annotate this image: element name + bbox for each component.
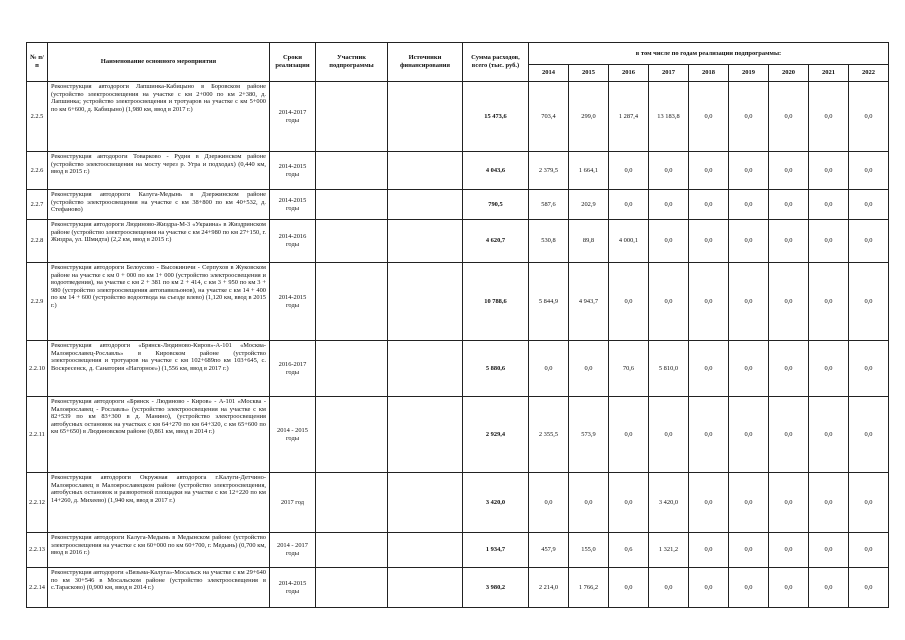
row-event-name: Реконструкция автодороги Людиново-Жиздра-М-3 «Украина» в Жиздринском районе (устройство электроосвещения на участке с км 24+980 по км 27+150, г. Жиздра, ул. Шмидта) (2,2 км, ввод в 2015 г.) bbox=[47, 220, 269, 263]
row-year-value: 0,0 bbox=[728, 190, 768, 220]
row-year-value: 0,0 bbox=[768, 190, 808, 220]
row-year-value: 0,0 bbox=[688, 473, 728, 533]
row-year-value: 0,0 bbox=[648, 397, 688, 473]
row-year-value: 4 943,7 bbox=[568, 263, 608, 341]
row-source bbox=[387, 397, 462, 473]
row-term: 2014-2015 годы bbox=[269, 190, 315, 220]
row-year-value: 0,0 bbox=[768, 82, 808, 152]
row-participant bbox=[315, 263, 387, 341]
row-year-value: 299,0 bbox=[568, 82, 608, 152]
table-row bbox=[27, 568, 889, 608]
row-source bbox=[387, 152, 462, 190]
row-year-value: 0,0 bbox=[528, 473, 568, 533]
row-year-value: 0,0 bbox=[608, 190, 648, 220]
row-year-value: 2 355,5 bbox=[528, 397, 568, 473]
row-term: 2014 - 2017 годы bbox=[269, 533, 315, 568]
row-year-value: 0,0 bbox=[568, 473, 608, 533]
row-year-value: 0,0 bbox=[728, 533, 768, 568]
row-event-name: Реконструкция автодороги Белоусово - Высокиничи - Серпухов в Жуковском районе на участке с км 0 + 000 по км 1+ 000 (устройство электроосвещения и водоотведения), на участке с км 2 + 381 по км 2 + 414, с км 3 + 950 по км 3 + 980 (устройство электроосвещения автопавильонов), на участке с км 14 + 400 по км 14 + 600 (устройство водоотвода на съезде влево) (1,120 км, ввод в 2015 г.) bbox=[47, 263, 269, 341]
row-year-value: 0,0 bbox=[768, 341, 808, 397]
row-event-name: Реконструкция автодороги Окружная автодорога г.Калуги-Детчино-Малоярославец в Малоярославецком районе (устройство электроосвещения, автобусных остановок и разворотной площадки на участке с км 12+220 по км 14+260, д. Михеево) (1,940 км, ввод в 2017 г.) bbox=[47, 473, 269, 533]
row-year-value: 13 183,8 bbox=[648, 82, 688, 152]
row-term: 2014-2015 годы bbox=[269, 152, 315, 190]
row-participant bbox=[315, 397, 387, 473]
row-year-value: 0,0 bbox=[768, 533, 808, 568]
row-total: 2 929,4 bbox=[462, 397, 528, 473]
row-participant bbox=[315, 82, 387, 152]
row-event-name: Реконструкция автодороги Калуга-Медынь в Медынском районе (устройство электроосвещения на участке с км 60+000 по км 60+700, г. Медынь) (0,700 км, ввод в 2016 г.) bbox=[47, 533, 269, 568]
table-row bbox=[27, 473, 889, 533]
row-year-value: 0,0 bbox=[608, 473, 648, 533]
row-year-value: 0,0 bbox=[688, 341, 728, 397]
row-year-value: 0,0 bbox=[848, 263, 888, 341]
row-year-value: 0,0 bbox=[688, 533, 728, 568]
row-source bbox=[387, 190, 462, 220]
row-participant bbox=[315, 220, 387, 263]
row-number: 2.2.7 bbox=[27, 190, 48, 220]
header-year: 2017 bbox=[648, 65, 688, 82]
row-event-name: Реконструкция автодороги «Вязьма-Калуга»-Мосальск на участке с км 29+640 по км 30+546 в Мосальском районе (устройство электроосвещения в с.Тарасково) (0,900 км, ввод в 2014 г.) bbox=[47, 568, 269, 608]
row-year-value: 0,0 bbox=[608, 568, 648, 608]
header-year: 2014 bbox=[528, 65, 568, 82]
row-year-value: 0,0 bbox=[648, 190, 688, 220]
row-year-value: 0,0 bbox=[768, 397, 808, 473]
row-year-value: 70,6 bbox=[608, 341, 648, 397]
row-year-value: 0,0 bbox=[648, 263, 688, 341]
row-source bbox=[387, 568, 462, 608]
header-year: 2022 bbox=[848, 65, 888, 82]
row-year-value: 0,0 bbox=[768, 473, 808, 533]
table-row bbox=[27, 190, 889, 220]
row-year-value: 0,0 bbox=[608, 263, 648, 341]
row-year-value: 0,0 bbox=[608, 152, 648, 190]
row-participant bbox=[315, 473, 387, 533]
row-year-value: 0,0 bbox=[688, 82, 728, 152]
row-year-value: 4 000,1 bbox=[608, 220, 648, 263]
row-number: 2.2.5 bbox=[27, 82, 48, 152]
row-event-name: Реконструкция автодороги «Брянск-Людиново-Киров»-А-101 «Москва-Малоярославец-Рославль» в Кировском районе (устройство электроосвещения и тротуаров на участке с км 102+689по км 103+645, с. Воскресенск, д. Санатория «Нагорное») (1,556 км, ввод в 2017 г.) bbox=[47, 341, 269, 397]
row-year-value: 2 379,5 bbox=[528, 152, 568, 190]
row-year-value: 202,9 bbox=[568, 190, 608, 220]
row-total: 3 420,0 bbox=[462, 473, 528, 533]
row-year-value: 0,0 bbox=[848, 533, 888, 568]
row-year-value: 0,0 bbox=[728, 263, 768, 341]
row-year-value: 0,0 bbox=[808, 397, 848, 473]
row-year-value: 0,6 bbox=[608, 533, 648, 568]
header-source: Источники финансирования bbox=[387, 43, 462, 82]
table-row bbox=[27, 220, 889, 263]
header-year: 2020 bbox=[768, 65, 808, 82]
row-source bbox=[387, 263, 462, 341]
row-participant bbox=[315, 341, 387, 397]
row-source bbox=[387, 533, 462, 568]
row-year-value: 0,0 bbox=[848, 190, 888, 220]
row-number: 2.2.11 bbox=[27, 397, 48, 473]
row-term: 2014-2015 годы bbox=[269, 568, 315, 608]
row-event-name: Реконструкция автодороги Лапшинка-Кабицыно в Боровском районе (устройство электроосвещения на участке с км 2+000 по км 2+380, д. Лапшинка; устройство электроосвещения и тротуаров на участке с км 5+000 по км 6+600, д. Кабицыно) (1,980 км, ввод в 2017 г.) bbox=[47, 82, 269, 152]
table-row bbox=[27, 397, 889, 473]
row-year-value: 530,8 bbox=[528, 220, 568, 263]
row-source bbox=[387, 82, 462, 152]
header-year: 2015 bbox=[568, 65, 608, 82]
table-row bbox=[27, 82, 889, 152]
program-table-sheet bbox=[26, 42, 889, 608]
row-year-value: 0,0 bbox=[688, 397, 728, 473]
row-year-value: 0,0 bbox=[848, 82, 888, 152]
table-body bbox=[27, 82, 889, 608]
row-total: 10 788,6 bbox=[462, 263, 528, 341]
row-term: 2014 - 2015 годы bbox=[269, 397, 315, 473]
row-number: 2.2.8 bbox=[27, 220, 48, 263]
row-year-value: 0,0 bbox=[648, 220, 688, 263]
row-year-value: 0,0 bbox=[728, 397, 768, 473]
header-year: 2018 bbox=[688, 65, 728, 82]
row-year-value: 1 321,2 bbox=[648, 533, 688, 568]
row-participant bbox=[315, 568, 387, 608]
row-year-value: 1 766,2 bbox=[568, 568, 608, 608]
row-term: 2014-2015 годы bbox=[269, 263, 315, 341]
row-participant bbox=[315, 152, 387, 190]
program-table bbox=[26, 42, 889, 608]
row-participant bbox=[315, 190, 387, 220]
row-event-name: Реконструкция автодороги Калуга-Медынь в Дзержинском районе (устройство электроосвещения на участке с км 38+800 по км 40+532, д. Стефаново) bbox=[47, 190, 269, 220]
row-term: 2016-2017 годы bbox=[269, 341, 315, 397]
table-row bbox=[27, 152, 889, 190]
row-total: 1 934,7 bbox=[462, 533, 528, 568]
header-participant: Участник подпрограммы bbox=[315, 43, 387, 82]
row-year-value: 0,0 bbox=[688, 568, 728, 608]
table-row bbox=[27, 341, 889, 397]
row-number: 2.2.12 bbox=[27, 473, 48, 533]
row-year-value: 0,0 bbox=[808, 568, 848, 608]
row-year-value: 0,0 bbox=[528, 341, 568, 397]
row-total: 15 473,6 bbox=[462, 82, 528, 152]
row-participant bbox=[315, 533, 387, 568]
row-source bbox=[387, 220, 462, 263]
row-year-value: 0,0 bbox=[808, 473, 848, 533]
table-row bbox=[27, 533, 889, 568]
row-total: 3 980,2 bbox=[462, 568, 528, 608]
row-year-value: 0,0 bbox=[568, 341, 608, 397]
row-source bbox=[387, 341, 462, 397]
row-year-value: 155,0 bbox=[568, 533, 608, 568]
row-year-value: 0,0 bbox=[768, 152, 808, 190]
row-year-value: 0,0 bbox=[768, 568, 808, 608]
header-name: Наименование основного мероприятия bbox=[47, 43, 269, 82]
row-year-value: 0,0 bbox=[688, 220, 728, 263]
row-year-value: 0,0 bbox=[648, 152, 688, 190]
row-year-value: 0,0 bbox=[808, 82, 848, 152]
row-event-name: Реконструкция автодороги «Брянск - Людиново - Киров» - А-101 «Москва - Малоярославец - Рославль» (устройство электроосвещения на участке с км 82+539 по км 83+300 в д. Манино), (устройство электроосвещения автобусных остановок на участках с км 64+270 по км 64+320, с км 65+600 по км 65+650) в Людиновском районе (0,861 км, ввод в 2014 г.) bbox=[47, 397, 269, 473]
table-row bbox=[27, 263, 889, 341]
row-year-value: 3 420,0 bbox=[648, 473, 688, 533]
header-year: 2016 bbox=[608, 65, 648, 82]
row-year-value: 0,0 bbox=[688, 263, 728, 341]
row-year-value: 5 844,9 bbox=[528, 263, 568, 341]
row-year-value: 0,0 bbox=[848, 341, 888, 397]
header-years-group: в том числе по годам реализации подпрограммы: bbox=[528, 43, 888, 65]
row-term: 2017 год bbox=[269, 473, 315, 533]
row-year-value: 587,6 bbox=[528, 190, 568, 220]
row-event-name: Реконструкция автодороги Товарково - Рудня в Дзержинском районе (устройство электоосвещения на мосту через р. Угра и подходах) (0,440 км, ввод в 2015 г.) bbox=[47, 152, 269, 190]
row-year-value: 0,0 bbox=[808, 533, 848, 568]
row-total: 5 880,6 bbox=[462, 341, 528, 397]
row-year-value: 0,0 bbox=[728, 341, 768, 397]
row-total: 4 620,7 bbox=[462, 220, 528, 263]
row-year-value: 0,0 bbox=[848, 397, 888, 473]
row-year-value: 0,0 bbox=[768, 220, 808, 263]
row-year-value: 0,0 bbox=[728, 473, 768, 533]
row-year-value: 0,0 bbox=[848, 220, 888, 263]
row-year-value: 457,9 bbox=[528, 533, 568, 568]
row-year-value: 0,0 bbox=[808, 220, 848, 263]
row-year-value: 0,0 bbox=[808, 263, 848, 341]
row-source bbox=[387, 473, 462, 533]
row-year-value: 5 810,0 bbox=[648, 341, 688, 397]
row-year-value: 0,0 bbox=[728, 220, 768, 263]
row-year-value: 0,0 bbox=[808, 190, 848, 220]
row-year-value: 0,0 bbox=[648, 568, 688, 608]
row-total: 4 043,6 bbox=[462, 152, 528, 190]
row-number: 2.2.13 bbox=[27, 533, 48, 568]
row-year-value: 0,0 bbox=[728, 568, 768, 608]
row-year-value: 89,8 bbox=[568, 220, 608, 263]
row-year-value: 0,0 bbox=[848, 473, 888, 533]
row-year-value: 0,0 bbox=[688, 152, 728, 190]
header-total: Сумма расходов, всего (тыс. руб.) bbox=[462, 43, 528, 82]
row-year-value: 1 664,1 bbox=[568, 152, 608, 190]
row-term: 2014-2016 годы bbox=[269, 220, 315, 263]
row-number: 2.2.10 bbox=[27, 341, 48, 397]
row-year-value: 573,9 bbox=[568, 397, 608, 473]
row-year-value: 0,0 bbox=[688, 190, 728, 220]
row-total: 790,5 bbox=[462, 190, 528, 220]
row-number: 2.2.9 bbox=[27, 263, 48, 341]
row-year-value: 0,0 bbox=[848, 568, 888, 608]
row-year-value: 0,0 bbox=[728, 152, 768, 190]
header-term: Сроки реализации bbox=[269, 43, 315, 82]
header-no: № п/п bbox=[27, 43, 48, 82]
row-year-value: 0,0 bbox=[728, 82, 768, 152]
row-year-value: 0,0 bbox=[808, 341, 848, 397]
row-year-value: 0,0 bbox=[808, 152, 848, 190]
row-number: 2.2.6 bbox=[27, 152, 48, 190]
row-number: 2.2.14 bbox=[27, 568, 48, 608]
row-year-value: 0,0 bbox=[768, 263, 808, 341]
row-year-value: 0,0 bbox=[848, 152, 888, 190]
row-year-value: 703,4 bbox=[528, 82, 568, 152]
header-year: 2021 bbox=[808, 65, 848, 82]
row-year-value: 0,0 bbox=[608, 397, 648, 473]
header-year: 2019 bbox=[728, 65, 768, 82]
row-term: 2014-2017 годы bbox=[269, 82, 315, 152]
row-year-value: 2 214,0 bbox=[528, 568, 568, 608]
row-year-value: 1 287,4 bbox=[608, 82, 648, 152]
